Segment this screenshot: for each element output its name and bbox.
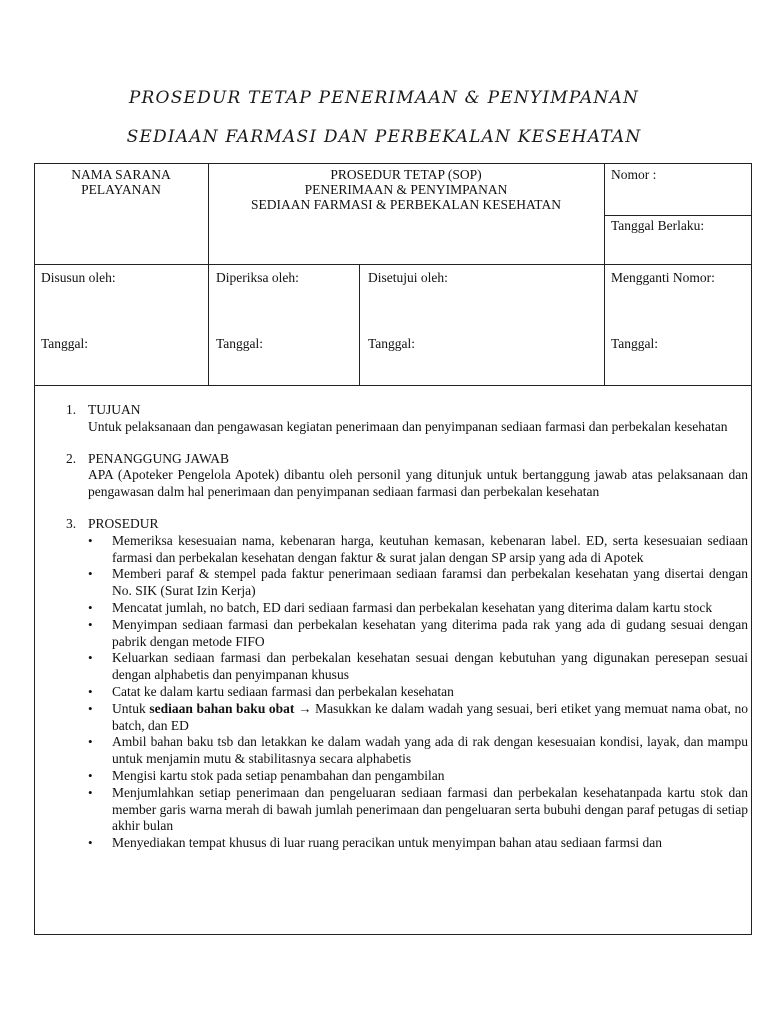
bullet-icon: •	[88, 700, 93, 716]
item-text: Keluarkan sediaan farmasi dan perbekalan kesehatan sesuai dengan kebutuhan yang digunakan peresepan sesuai dengan alphabetis dan penyimpanan khusus	[112, 650, 748, 683]
nama-sarana-line-1: NAMA SARANA	[71, 167, 171, 182]
arrow-right-icon: →	[294, 700, 316, 716]
mengganti-tanggal-label: Tanggal:	[611, 336, 659, 351]
col-divider-1	[208, 163, 209, 385]
sop-title-line-3: SEDIAAN FARMASI & PERBEKALAN KESEHATAN	[251, 197, 561, 212]
bullet-icon: •	[88, 835, 93, 851]
item-text: Ambil bahan baku tsb dan letakkan ke dalam wadah yang ada di rak dengan kesesuaian kondisi, layak, dan mampu untuk menjamin mutu & stabilitasnya secara alphabetis	[112, 734, 748, 767]
section-penanggung-jawab	[62, 451, 748, 501]
disetujui-tanggal-label: Tanggal:	[368, 336, 416, 351]
item-text-prefix: Untuk	[112, 700, 150, 716]
sop-title-cell	[210, 167, 602, 212]
prosedur-item	[88, 616, 748, 651]
document-title-line-2: SEDIAAN FARMASI DAN PERBEKALAN KESEHATAN	[126, 127, 642, 147]
prosedur-item	[88, 683, 748, 701]
nomor-label: Nomor :	[611, 167, 657, 182]
section-body: Untuk pelaksanaan dan pengawasan kegiatan penerimaan dan penyimpanan sediaan farmasi dan perbekalan kesehatan	[88, 418, 728, 434]
item-text: Menjumlahkan setiap penerimaan dan pengeluaran sediaan farmasi dan perbekalan kesehatanpada kartu stok dan member garis warna merah di bawah jumlah penerimaan dan pengeluaran serta bubuhi dengan paraf petugas di setiap akhir bulan	[112, 784, 748, 834]
section-heading: PENANGGUNG JAWAB	[88, 450, 230, 466]
prosedur-item	[88, 599, 748, 617]
prosedur-item	[88, 532, 748, 567]
section-number: 2.	[66, 450, 77, 466]
section-heading: PROSEDUR	[88, 515, 159, 531]
item-text: Menyediakan tempat khusus di luar ruang peracikan untuk menyimpan bahan atau sediaan farmsi dan	[112, 835, 662, 851]
prosedur-item	[88, 650, 748, 684]
bullet-icon: •	[88, 532, 93, 548]
document-title-line-1: PROSEDUR TETAP PENERIMAAN & PENYIMPANAN	[128, 88, 640, 108]
col-divider-3	[604, 163, 605, 385]
disetujui-label: Disetujui oleh:	[368, 270, 448, 285]
bullet-icon: •	[88, 784, 93, 800]
section-number: 1.	[66, 402, 77, 417]
nama-sarana-cell	[36, 167, 206, 197]
section-heading: TUJUAN	[88, 402, 141, 417]
sop-content	[62, 402, 748, 852]
prosedur-item	[88, 784, 748, 835]
mengganti-label: Mengganti Nomor:	[611, 270, 715, 285]
section-prosedur	[62, 516, 748, 852]
prosedur-item	[88, 700, 748, 735]
nama-sarana-line-2: PELAYANAN	[81, 182, 161, 197]
sop-title-line-2: PENERIMAAN & PENYIMPANAN	[304, 182, 508, 197]
section-number: 3.	[66, 515, 77, 531]
diperiksa-label: Diperiksa oleh:	[216, 270, 299, 285]
bullet-icon: •	[88, 767, 93, 783]
item-text: Memeriksa kesesuaian nama, kebenaran harga, keutuhan kemasan, kebenaran label. ED, serta kesesuaian sediaan farmasi dan perbekalan kesehatan dengan faktur & surat jalan dengan SP arsip yang ada di Apotek	[112, 532, 748, 565]
bullet-icon: •	[88, 566, 93, 582]
bullet-icon: •	[88, 650, 93, 666]
section-tujuan	[62, 402, 748, 436]
sop-title-line-1: PROSEDUR TETAP (SOP)	[330, 167, 482, 182]
prosedur-list	[62, 533, 748, 852]
item-text: Mencatat jumlah, no batch, ED dari sediaan farmasi dan perbekalan kesehatan yang diterima dalam kartu stock	[112, 599, 713, 615]
item-text-rest: Masukkan ke dalam wadah yang sesuai, beri etiket yang memuat nama obat, no batch, dan ED	[112, 700, 748, 733]
item-text-bold: sediaan bahan baku obat	[149, 700, 295, 716]
prosedur-item	[88, 566, 748, 600]
disusun-label: Disusun oleh:	[41, 270, 116, 285]
col-divider-2	[359, 264, 360, 385]
tanggal-berlaku-label: Tanggal Berlaku:	[611, 218, 705, 233]
row-divider-signatures	[34, 385, 752, 386]
bullet-icon: •	[88, 683, 93, 699]
bullet-icon: •	[88, 599, 93, 615]
item-text: Mengisi kartu stok pada setiap penambahan dan pengambilan	[112, 767, 445, 783]
prosedur-item	[88, 734, 748, 768]
disusun-tanggal-label: Tanggal:	[41, 336, 89, 351]
prosedur-item	[88, 835, 748, 852]
bullet-icon: •	[88, 616, 93, 632]
item-text: Menyimpan sediaan farmasi dan perbekalan kesehatan yang diterima pada rak yang ada di gudang sesuai dengan pabrik dengan metode FIFO	[112, 616, 748, 649]
item-text: Catat ke dalam kartu sediaan farmasi dan perbekalan kesehatan	[112, 683, 454, 699]
row-divider-header	[34, 264, 752, 265]
prosedur-item	[88, 767, 748, 785]
section-body: APA (Apoteker Pengelola Apotek) dibantu oleh personil yang ditunjuk untuk bertanggung jawab atas pelaksanaan dan pengawasan dalm hal penerimaan dan penyimpanan sediaan farmasi dan perbekalan kesehatan	[88, 467, 748, 500]
diperiksa-tanggal-label: Tanggal:	[216, 336, 264, 351]
bullet-icon: •	[88, 734, 93, 750]
item-text: Memberi paraf & stempel pada faktur penerimaan sediaan faramsi dan perbekalan kesehatan yang disertai dengan No. SIK (Surat Izin Kerja)	[112, 566, 748, 599]
nomor-divider	[604, 215, 752, 216]
